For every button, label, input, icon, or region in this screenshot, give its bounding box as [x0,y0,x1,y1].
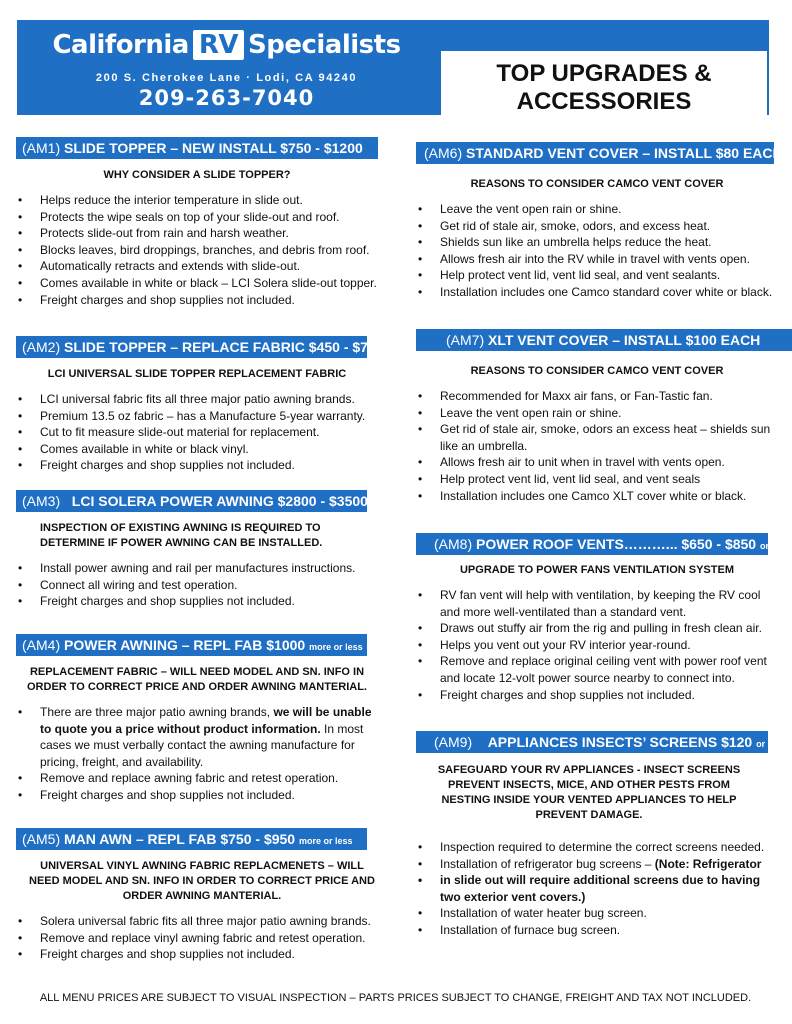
section-header: (AM2) SLIDE TOPPER – REPLACE FABRIC $450 - $700 [16,336,367,358]
section-subtitle: WHY CONSIDER A SLIDE TOPPER? [103,169,291,181]
company-phone: 209-263-7040 [138,86,315,110]
section-header: (AM9) APPLIANCES INSECTS’ SCREENS $120 or less [416,731,768,753]
list-item: • Freight charges and shop supplies not included. [16,292,378,309]
section-header: (AM1) SLIDE TOPPER – NEW INSTALL $750 - $1200 [16,137,378,159]
section-header: (AM5) MAN AWN – REPL FAB $750 - $950 more or less [16,828,367,850]
section-am4 [16,634,378,804]
section-am9 [416,731,786,939]
bullet-list [416,201,778,301]
list-item: • Premium 13.5 oz fabric – has a Manufacture 5-year warranty. [16,408,378,425]
list-item: • Remove and replace original ceiling vent with power roof vent and locate 12-volt power source nearby to connect into. [416,653,778,686]
list-item: • in slide out will require additional screens due to having two exterior vent covers.) [416,872,778,905]
section-header: (AM4) POWER AWNING – REPL FAB $1000 more or less [16,634,367,656]
bullet-list [416,587,778,703]
page-title [441,51,767,125]
bullet-list [16,391,378,474]
logo-word-specialists: Specialists [248,30,401,60]
bullet-list [16,913,378,963]
list-item: • Recommended for Maxx air fans, or Fan-Tastic fan. [416,388,778,405]
section-header: (AM3) LCI SOLERA POWER AWNING $2800 - $3500 [16,490,367,512]
list-item: • Connect all wiring and test operation. [16,577,378,594]
footer-disclaimer: ALL MENU PRICES ARE SUBJECT TO VISUAL INSPECTION – PARTS PRICES SUBJECT TO CHANGE, FREIGHT AND TAX NOT INCLUDED. [39,992,752,1004]
section-am5 [16,828,378,963]
section-subtitle: SAFEGUARD YOUR RV APPLIANCES - INSECT SCREENS PREVENT INSECTS, MICE, AND OTHER PESTS FROM NESTING INSIDE YOUR VENTED APPLIANCES TO HELP PREVENT DAMAGE. [437,764,741,821]
list-item: • Get rid of stale air, smoke, odors, and excess heat. [416,218,778,235]
list-item: • Help protect vent lid, vent lid seal, and vent sealants. [416,267,778,284]
section-header: (AM7) XLT VENT COVER – INSTALL $100 EACH [416,329,792,351]
header-banner [17,20,769,115]
section-am3 [16,490,378,610]
list-item: • Solera universal fabric fits all three major patio awning brands. [16,913,378,930]
list-item: • Freight charges and shop supplies not included. [16,593,378,610]
logo-rv-mark: RV [193,30,244,60]
bullet-list [16,704,378,804]
list-item: • Allows fresh air into the RV while in travel with vents open. [416,251,778,268]
list-item: • RV fan vent will help with ventilation, by keeping the RV cool and more well-ventilated than a standard vent. [416,587,778,620]
list-item: • LCI universal fabric fits all three major patio awning brands. [16,391,378,408]
list-item: • Helps reduce the interior temperature in slide out. [16,192,378,209]
section-subtitle: REPLACEMENT FABRIC – WILL NEED MODEL AND SN. INFO IN ORDER TO CORRECT PRICE AND ORDER AWNING MANTERIAL. [27,666,367,693]
section-subtitle: UNIVERSAL VINYL AWNING FABRIC REPLACMENETS – WILL NEED MODEL AND SN. INFO IN ORDER TO CORRECT PRICE AND ORDER AWNING MANTERIAL. [29,860,375,902]
section-am1 [16,137,378,308]
section-header: (AM6) STANDARD VENT COVER – INSTALL $80 EACH [416,142,774,164]
list-item: • Installation includes one Camco standard cover white or black. [416,284,778,301]
list-item: • Protects slide-out from rain and harsh weather. [16,225,378,242]
list-item: • Remove and replace vinyl awning fabric and retest operation. [16,930,378,947]
list-item: • Automatically retracts and extends with slide-out. [16,258,378,275]
list-item: • Freight charges and shop supplies not included. [16,787,378,804]
list-item: • Installation of refrigerator bug screens – (Note: Refrigerator [416,856,778,873]
list-item: • Comes available in white or black vinyl. [16,441,378,458]
list-item: • Installation of furnace bug screen. [416,922,778,939]
company-address: 200 S. Cherokee Lane · Lodi, CA 94240 [95,72,358,84]
section-am7 [416,329,778,504]
section-am6 [416,142,783,301]
section-subtitle: UPGRADE TO POWER FANS VENTILATION SYSTEM [459,564,734,576]
section-subtitle: REASONS TO CONSIDER CAMCO VENT COVER [470,178,724,190]
section-header: (AM8) POWER ROOF VENTS………... $650 - $850 or less [416,533,768,555]
title-line-1: TOP UPGRADES & [496,60,712,87]
list-item: • Installation includes one Camco XLT cover white or black. [416,488,778,505]
list-item: • Freight charges and shop supplies not included. [16,946,378,963]
list-item: • Freight charges and shop supplies not included. [16,457,378,474]
list-item: • Help protect vent lid, vent lid seal, and vent seals [416,471,778,488]
list-item: • Install power awning and rail per manufactures instructions. [16,560,378,577]
section-subtitle: LCI UNIVERSAL SLIDE TOPPER REPLACEMENT FABRIC [47,368,347,380]
company-logo [29,30,424,60]
section-am2 [16,336,384,474]
list-item: • Draws out stuffy air from the rig and pulling in fresh clean air. [416,620,778,637]
list-item: • There are three major patio awning brands, we will be unable to quote you a price without product information. In most cases we must verbally contact the awning manufacture for pricing, freight, and availability. [16,704,378,770]
section-am8 [416,533,790,703]
list-item: • Remove and replace awning fabric and retest operation. [16,770,378,787]
section-subtitle: REASONS TO CONSIDER CAMCO VENT COVER [470,365,724,377]
list-item: • Leave the vent open rain or shine. [416,201,778,218]
list-item: • Installation of water heater bug screen. [416,905,778,922]
title-line-2: ACCESSORIES [516,88,692,115]
list-item: • Helps you vent out your RV interior year-round. [416,637,778,654]
bullet-list [16,192,378,308]
list-item: • Blocks leaves, bird droppings, branches, and debris from roof. [16,242,378,259]
bullet-list [416,839,778,939]
logo-word-california: California [52,30,189,60]
bullet-list [416,388,778,504]
list-item: • Get rid of stale air, smoke, odors an excess heat – shields sun like an umbrella. [416,421,778,454]
list-item: • Inspection required to determine the correct screens needed. [416,839,778,856]
list-item: • Shields sun like an umbrella helps reduce the heat. [416,234,778,251]
section-subtitle: INSPECTION OF EXISTING AWNING IS REQUIRED TO DETERMINE IF POWER AWNING CAN BE INSTALLED. [40,522,323,549]
list-item: • Freight charges and shop supplies not included. [416,687,778,704]
bullet-list [16,560,378,610]
list-item: • Cut to fit measure slide-out material for replacement. [16,424,378,441]
list-item: • Comes available in white or black – LCI Solera slide-out topper. [16,275,378,292]
list-item: • Protects the wipe seals on top of your slide-out and roof. [16,209,378,226]
list-item: • Allows fresh air to unit when in travel with vents open. [416,454,778,471]
list-item: • Leave the vent open rain or shine. [416,405,778,422]
